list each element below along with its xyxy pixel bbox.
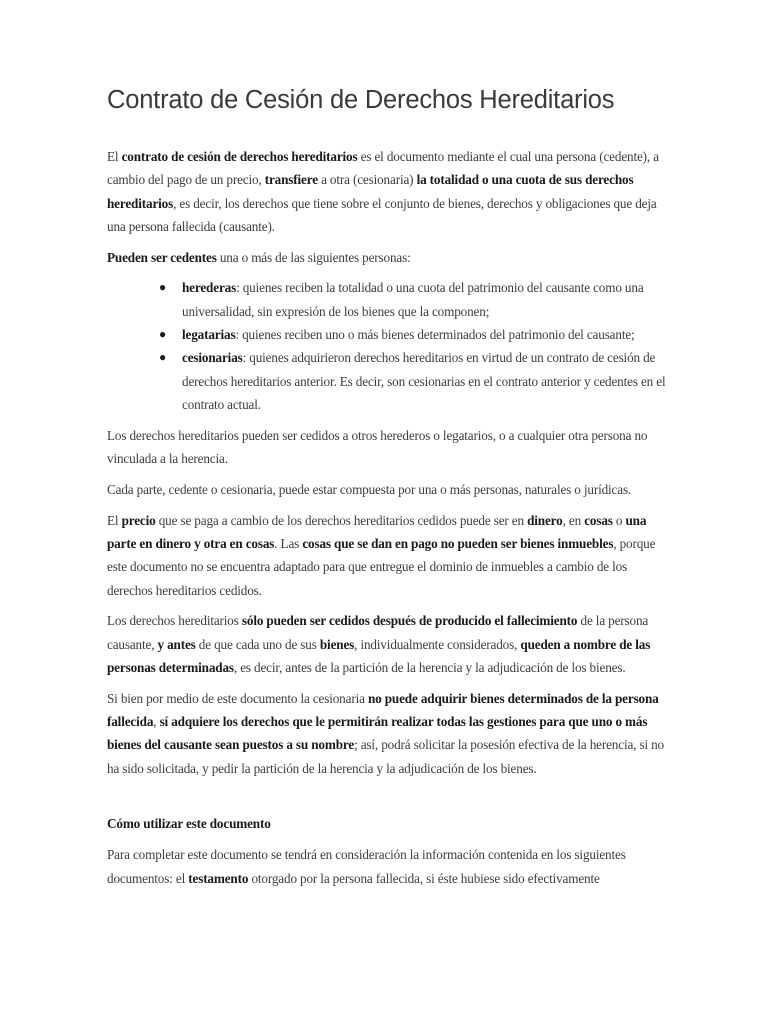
section-heading-text: Cómo utilizar este documento xyxy=(107,816,271,832)
document-body xyxy=(107,145,667,897)
text: otorgado por la persona fallecida, si éste hubiese sido efectivamente xyxy=(248,870,600,886)
list-item xyxy=(159,276,667,323)
text: ; así, podrá solicitar la posesión efectiva de la herencia, si no ha sido solicitada, y pedir la partición de la herencia y la adjudicación de los bienes. xyxy=(107,737,664,776)
bold-text: transfiere xyxy=(264,172,318,188)
paragraph-cesion: Los derechos hereditarios pueden ser cedidos a otros herederos o legatarios, o a cualquier otra persona no vinculada a la herencia. xyxy=(107,427,648,467)
bullet-icon: ● xyxy=(159,327,167,342)
bold-text: no puede adquirir bienes determinados de la persona fallecida xyxy=(107,690,659,730)
bullet-icon: ● xyxy=(159,280,167,295)
text: Los derechos hereditarios xyxy=(107,613,242,629)
list-item xyxy=(159,323,667,346)
text: Para completar este documento se tendrá en consideración la información contenida en los siguientes documentos: el xyxy=(107,847,626,886)
text: , en xyxy=(562,512,585,528)
list-item-text: : quienes reciben uno o más bienes determinados del patrimonio del causante; xyxy=(235,327,635,343)
bold-text: precio xyxy=(121,512,156,528)
bold-text: sí adquiere los derechos que le permitirán realizar todas las gestiones para que uno o más bienes del causante sean puestos a su nombre xyxy=(107,714,648,753)
text: , individualmente considerados, xyxy=(354,636,521,652)
bold-text: y antes xyxy=(157,636,196,652)
list-item xyxy=(159,346,667,416)
text: es el documento mediante el cual una persona (cedente), a cambio del pago de un precio, xyxy=(107,149,659,188)
cedentes-list xyxy=(107,276,667,416)
text: , xyxy=(153,714,160,730)
text: de la persona causante, xyxy=(107,613,649,652)
list-item-text: : quienes reciben la totalidad o una cuota del patrimonio del causante como una universalidad, sin expresión de los bienes que la componen; xyxy=(182,280,644,319)
page-title: Contrato de Cesión de Derechos Hereditarios xyxy=(107,86,615,114)
list-item-term: legatarias xyxy=(182,327,236,343)
text: una o más de las siguientes personas: xyxy=(216,249,411,265)
bold-text: cosas que se dan en pago no pueden ser bienes inmuebles xyxy=(302,535,614,551)
text: , porque este documento no se encuentra adaptado para que entregue el dominio de inmuebles a cambio de los derechos hereditarios cedidos. xyxy=(107,535,656,598)
text: que se paga a cambio de los derechos hereditarios cedidos puede ser en xyxy=(155,512,528,528)
bold-text: testamento xyxy=(188,870,249,886)
list-item-text: : quienes adquirieron derechos hereditarios en virtud de un contrato de cesión de derechos hereditarios anterior. Es decir, son cesionarias en el contrato anterior y cedentes en el contrato actual. xyxy=(182,350,666,412)
text: El xyxy=(107,512,122,528)
paragraph-partes: Cada parte, cedente o cesionaria, puede estar compuesta por una o más personas, naturales o jurídicas. xyxy=(107,481,632,497)
paragraph-momento xyxy=(107,609,667,679)
bold-text: una parte en dinero y otra en cosas xyxy=(107,512,647,551)
bold-text: contrato de cesión de derechos hereditarios xyxy=(121,149,358,164)
text: , es decir, antes de la partición de la herencia y la adjudicación de los bienes. xyxy=(233,659,626,675)
text: de que cada uno de sus xyxy=(195,636,320,652)
bold-text: bienes xyxy=(319,636,355,652)
bold-text: la totalidad o una cuota de sus derechos hereditarios xyxy=(107,172,634,211)
paragraph-intro xyxy=(107,145,667,238)
list-item-term: herederas xyxy=(182,280,237,296)
paragraph-precio xyxy=(107,509,667,602)
section-heading xyxy=(107,812,667,835)
bold-text: sólo pueden ser cedidos después de producido el fallecimiento xyxy=(241,613,578,629)
text: . Las xyxy=(274,535,303,551)
text: , es decir, los derechos que tiene sobre el conjunto de bienes, derechos y obligaciones que deja una persona fallecida (causante). xyxy=(107,195,657,234)
bullet-icon: ● xyxy=(159,350,167,365)
text: Si bien por medio de este documento la cesionaria xyxy=(107,690,368,706)
paragraph-utilizar xyxy=(107,843,667,890)
bold-text: Pueden ser cedentes xyxy=(107,249,217,265)
text: o xyxy=(612,512,626,528)
list-item-term: cesionarias xyxy=(182,350,243,366)
text: El xyxy=(107,149,122,164)
bold-text: cosas xyxy=(584,512,613,528)
paragraph-efectos xyxy=(107,687,667,780)
text: a otra (cesionaria) xyxy=(317,172,417,188)
bold-text: queden a nombre de las personas determinadas xyxy=(107,636,651,675)
paragraph-cedentes xyxy=(107,246,667,269)
bold-text: dinero xyxy=(527,512,563,528)
section-spacer xyxy=(107,787,667,812)
